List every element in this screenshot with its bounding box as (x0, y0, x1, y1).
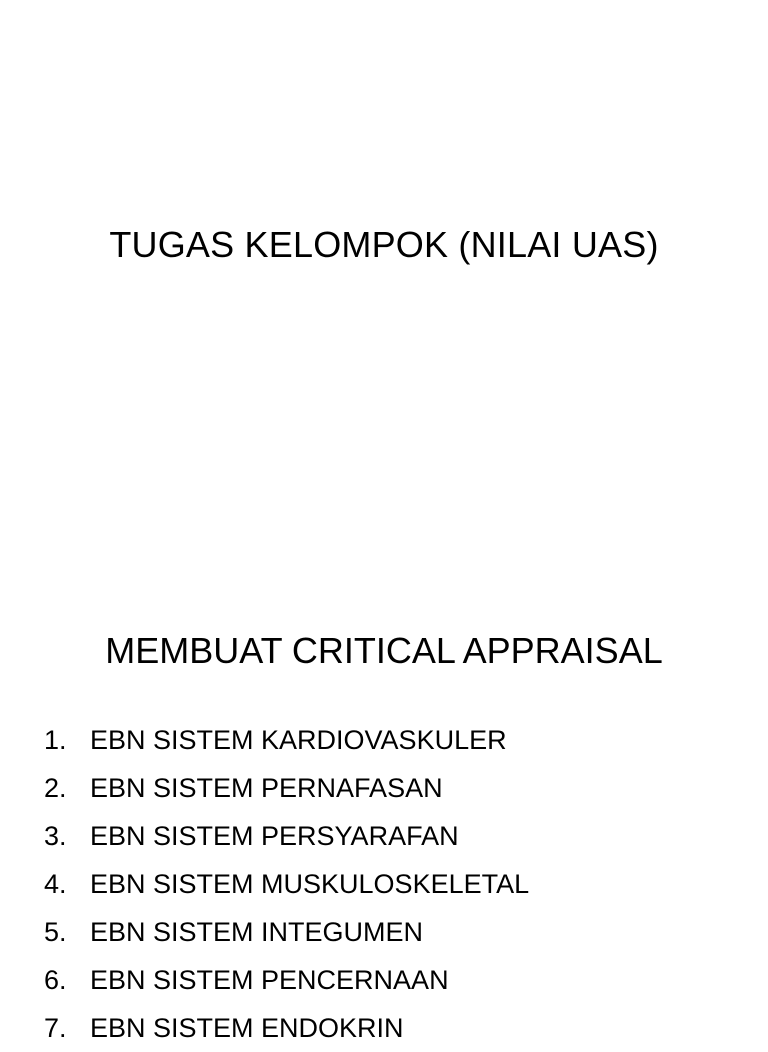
list-number: 6. (44, 965, 67, 995)
list-text: EBN SISTEM INTEGUMEN (90, 917, 424, 947)
list-item (44, 956, 529, 1004)
list-text: EBN SISTEM PERNAFASAN (90, 773, 443, 803)
list-number: 4. (44, 869, 67, 899)
list-number: 5. (44, 917, 67, 947)
list-item (44, 1004, 529, 1052)
list-number: 7. (44, 1013, 67, 1043)
slide-title: TUGAS KELOMPOK (NILAI UAS) (109, 224, 659, 265)
list-item (44, 812, 529, 860)
list-item (44, 716, 529, 764)
list-text: EBN SISTEM ENDOKRIN (90, 1013, 404, 1043)
list-number: 3. (44, 821, 67, 851)
list-text: EBN SISTEM PENCERNAAN (90, 965, 449, 995)
topic-list (44, 716, 529, 1052)
list-item (44, 908, 529, 956)
list-text: EBN SISTEM MUSKULOSKELETAL (90, 869, 530, 899)
list-text: EBN SISTEM PERSYARAFAN (90, 821, 459, 851)
list-number: 1. (44, 725, 67, 755)
list-item (44, 764, 529, 812)
slide-subtitle: MEMBUAT CRITICAL APPRAISAL (105, 630, 663, 671)
list-number: 2. (44, 773, 67, 803)
list-text: EBN SISTEM KARDIOVASKULER (90, 725, 507, 755)
list-item (44, 860, 529, 908)
